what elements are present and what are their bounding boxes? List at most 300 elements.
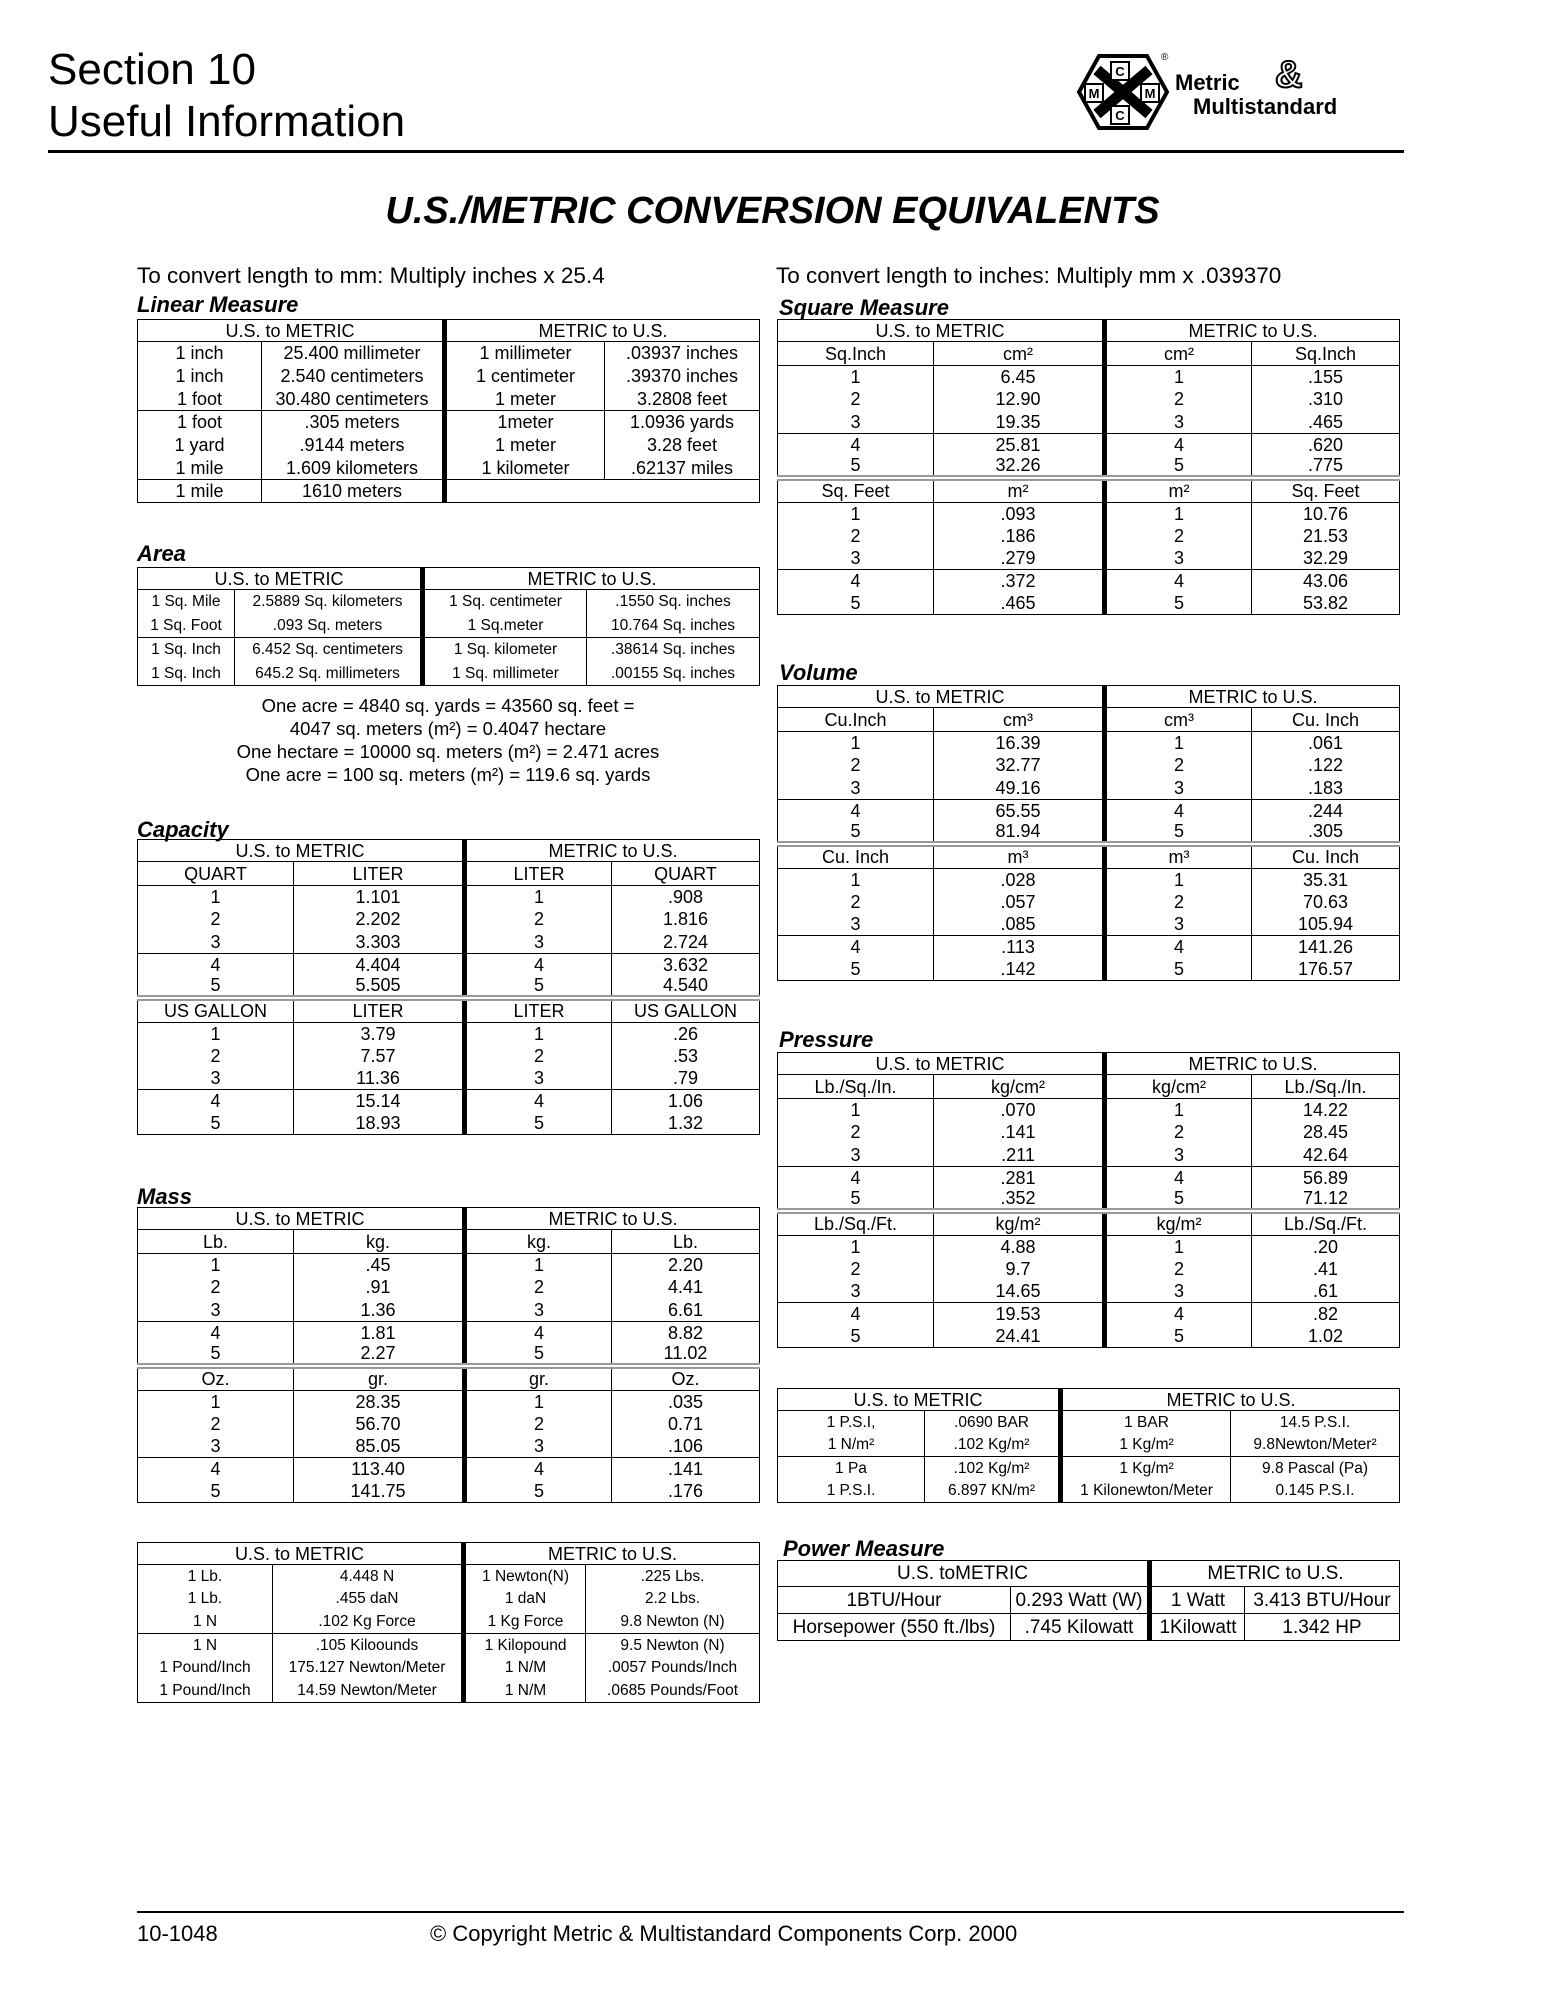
cell: 49.16 [995,777,1041,798]
cell: 1 [1105,502,1252,525]
cell: 11.02 [663,1343,708,1364]
table-row [138,1045,760,1068]
cell: .20 [1313,1236,1339,1257]
cell: 1 foot [138,388,262,411]
cell: .305 [1308,821,1344,842]
cell: 1 N [138,1634,273,1657]
cell: .0690 BAR [925,1411,1061,1434]
group-header: U.S. to METRIC [138,1543,464,1565]
table-row [778,366,1400,389]
cell: 14.5 P.S.I. [1279,1413,1351,1431]
cell: 1 BAR [1061,1411,1231,1434]
cell: 3.632 [612,953,760,976]
power-measure-table [777,1560,1400,1641]
column-header: Lb. [612,1230,760,1254]
cell: .82 [1252,1303,1400,1326]
cell: 9.8 Pascal (Pa) [1231,1457,1400,1480]
copyright-notice: © Copyright Metric & Multistandard Components Corp. 2000 [430,1921,1018,1946]
cell: 1.02 [1308,1326,1344,1346]
cell: 2 [465,908,612,931]
cell: .061 [1308,733,1344,753]
table-row [778,799,1400,822]
cell: 14.22 [1303,1100,1349,1120]
column-header: gr. [294,1366,465,1390]
cell: 1 Sq. Mile [138,590,235,614]
cell: 24.41 [995,1326,1041,1346]
cell: .53 [673,1045,699,1066]
column-header: Lb. [138,1230,294,1254]
cell: 11.36 [356,1068,400,1088]
cell: 1 inch [138,365,262,388]
group-header: U.S. to METRIC [778,1389,1061,1411]
table-row [778,732,1400,755]
cell: 4 [138,1090,294,1113]
cell: 2 [778,388,934,411]
cell: 0.145 P.S.I. [1275,1482,1355,1499]
cell: 3 [138,1067,294,1090]
table-row [138,953,760,976]
table-row [778,1587,1400,1614]
table-row [138,1390,760,1413]
column-header: m³ [1105,844,1252,868]
cell: .9144 meters [262,434,445,457]
column-header: US GALLON [612,998,760,1022]
cell: .142 [1000,959,1036,979]
table-row [138,365,760,388]
cell: 3 [138,1435,294,1458]
cell: .79 [673,1068,699,1088]
table-row [778,1411,1400,1434]
area-heading: Area [137,541,186,566]
cell: 1meter [445,411,605,434]
table-row [138,1344,760,1367]
column-header: kg/m² [934,1211,1105,1235]
cell: 1 Sq. kilometer [423,638,587,662]
column-header: Lb./Sq./Ft. [1252,1211,1400,1235]
cell: 1 [465,1254,612,1277]
cell: 4 [778,570,934,593]
cell: 4 [778,1303,934,1326]
cell: .775 [1308,455,1344,476]
table-row [138,342,760,365]
cell: 85.05 [355,1436,401,1456]
cell: 15.14 [294,1090,465,1113]
cell: 1 Sq. millimeter [423,662,587,686]
table-row [778,1480,1400,1503]
column-header: Lb./Sq./Ft. [778,1211,934,1235]
cell: 5 [465,1344,612,1367]
cell: 1.609 kilometers [262,457,445,480]
cell: 4 [778,1166,934,1189]
cell: 1 Sq.meter [423,614,587,638]
cell: 5 [138,1112,294,1135]
cell: 1 [1105,366,1252,389]
cell: 10.764 Sq. inches [610,616,736,634]
table-row [778,936,1400,959]
table-row [138,1321,760,1344]
cell: 4 [138,1321,294,1344]
column-header: QUART [138,862,294,886]
cell: 4 [465,953,612,976]
cell: 9.7 [1005,1258,1031,1279]
table-row [138,1680,760,1703]
table-row [778,456,1400,479]
group-header: METRIC to U.S. [1105,686,1400,708]
cell: 5 [778,958,934,981]
column-header: kg. [465,1230,612,1254]
cell: 1 [778,1235,934,1258]
cell: 1 Kg/m² [1061,1434,1231,1457]
cell: 2 [778,525,934,548]
column-header: Lb./Sq./In. [1252,1075,1400,1099]
cell: 5 [138,976,294,999]
cell: 18.93 [355,1113,401,1133]
cell: 2 [465,1413,612,1436]
cell: 4 [465,1090,612,1113]
cell: 14.59 Newton/Meter [273,1680,464,1703]
page-number: 10-1048 [137,1921,218,1946]
cell: 1 meter [445,434,605,457]
table-row [138,1413,760,1436]
cell: 5 [138,1480,294,1503]
column-header: m³ [934,844,1105,868]
logo-letter: C [1115,108,1125,123]
cell: .0057 Pounds/Inch [607,1659,738,1677]
cell: 1 Pound/Inch [138,1680,273,1703]
table-row [778,502,1400,525]
logo-text-metric: Metric [1175,70,1240,95]
cell: 5 [465,1112,612,1135]
cell: 25.81 [934,433,1105,456]
square-measure-table [777,319,1400,615]
cell: 6.452 Sq. centimeters [235,638,423,662]
cell: 1 [1105,732,1252,755]
cell: 2.202 [355,909,401,930]
cell: 5 [778,592,934,615]
cell: 1 Kg/m² [1061,1457,1231,1480]
table-row [138,1435,760,1458]
cell: .113 [934,936,1105,959]
cell: 71.12 [1303,1188,1349,1209]
group-header: U.S. to METRIC [778,320,1105,342]
column-header: cm² [934,342,1105,366]
cell: 5 [1105,592,1252,615]
table-row [138,638,760,662]
cell [445,480,760,503]
cell: 2 [1105,891,1252,914]
cell: 2 [1105,1258,1252,1281]
cell: 1 daN [464,1588,586,1611]
table-row [138,1657,760,1680]
cell: 6.45 [1000,367,1036,387]
cell: 113.40 [294,1458,465,1481]
group-header: METRIC to U.S. [445,320,760,342]
table-row [778,1099,1400,1122]
cell: .352 [1000,1188,1036,1209]
cell: 1 mile [138,480,262,503]
group-header: METRIC to U.S. [465,840,760,862]
cell: 2 [1105,754,1252,777]
cell: .00155 Sq. inches [610,664,736,682]
cell: 1 Watt [1150,1587,1245,1614]
cell: .122 [1308,755,1344,776]
table-row [778,570,1400,593]
force-table [137,1542,760,1703]
cell: 81.94 [995,821,1041,842]
cell: 10.76 [1303,503,1349,524]
cell: 3 [465,1435,612,1458]
table-row [138,1112,760,1135]
cell: 21.53 [1303,525,1349,546]
group-header: METRIC to U.S. [1105,320,1400,342]
square-measure-heading: Square Measure [779,295,949,320]
column-header: cm² [1105,342,1252,366]
cell: 53.82 [1303,593,1349,613]
cell: 3 [138,1299,294,1322]
area-note: One hectare = 10000 sq. meters (m²) = 2.471 acres [236,741,660,762]
group-header: METRIC to U.S. [1150,1561,1400,1587]
cell: .057 [1000,891,1036,912]
cell: .0685 Pounds/Foot [607,1682,739,1699]
table-row [778,411,1400,434]
group-header: METRIC to U.S. [465,1208,760,1230]
cell: 12.90 [995,389,1041,410]
cell: 1 [465,1390,612,1413]
column-header: gr. [465,1366,612,1390]
cell: 5 [778,456,934,479]
cell: 4 [1105,799,1252,822]
cell: .186 [1000,525,1036,546]
cell: 4 [1105,570,1252,593]
section-number: Section 10 [48,45,256,94]
cell: 1 Sq. Foot [138,614,235,638]
column-header: cm³ [1105,708,1252,732]
cell: 5 [1105,958,1252,981]
table-row [138,434,760,457]
cell: 1 mile [138,457,262,480]
section-subtitle: Useful Information [48,97,406,146]
column-header: Sq.Inch [1252,342,1400,366]
table-row [138,1480,760,1503]
cell: 1.06 [612,1090,760,1113]
logo-letter: M [1088,86,1100,101]
cell: 32.26 [995,455,1041,476]
cell: .279 [1000,548,1036,568]
table-row [778,1189,1400,1212]
table-row [138,1254,760,1277]
cell: 3 [778,1144,934,1167]
column-header: cm³ [934,708,1105,732]
mass-table [137,1207,760,1503]
table-row [778,525,1400,548]
cell: .093 [1000,503,1036,524]
table-row [778,1166,1400,1189]
cell: 2.27 [360,1343,396,1364]
logo-letter: M [1144,86,1156,101]
cell: 1 [138,1390,294,1413]
page-title: U.S./METRIC CONVERSION EQUIVALENTS [385,190,1160,232]
cell: .155 [1308,367,1344,387]
cell: 1.816 [663,909,709,930]
cell: 2.540 centimeters [262,365,445,388]
cell: 1 yard [138,434,262,457]
cell: 4 [138,1458,294,1481]
column-header: Lb./Sq./In. [778,1075,934,1099]
linear-measure-heading: Linear Measure [137,292,299,317]
column-header: kg/m² [1105,1211,1252,1235]
cell: 19.35 [995,411,1041,432]
cell: .035 [668,1391,704,1412]
cell: 175.127 Newton/Meter [273,1657,464,1680]
cell: .41 [1313,1258,1339,1279]
cell: 5 [778,1325,934,1348]
column-header: LITER [465,998,612,1022]
table-row [778,1457,1400,1480]
cell: 5 [778,1189,934,1212]
column-header: LITER [294,862,465,886]
cell: 3 [1105,1144,1252,1167]
cell: 4.88 [1000,1236,1036,1257]
cell: 2 [778,754,934,777]
cell: 4 [138,953,294,976]
cell: 2 [465,1045,612,1068]
table-row [778,1235,1400,1258]
table-row [138,908,760,931]
cell: .62137 miles [630,457,734,478]
table-row [778,822,1400,845]
cell: 5 [1105,1189,1252,1212]
cell: 1 N/M [464,1657,586,1680]
table-row [138,480,760,503]
cell: 1 [138,1022,294,1045]
cell: 1 [778,366,934,389]
cell: 1 Kg Force [464,1611,586,1634]
area-note: One acre = 4840 sq. yards = 43560 sq. feet = [261,695,635,716]
cell: 1 N/M [464,1680,586,1703]
cell: 2 [138,1045,294,1068]
cell: 1 Kilonewton/Meter [1061,1480,1231,1503]
intro-left: To convert length to mm: Multiply inches x 25.4 [137,263,605,288]
cell: 176.57 [1297,959,1354,979]
cell: 1 [465,886,612,909]
group-header: METRIC to U.S. [423,568,760,590]
cell: 2.2 Lbs. [644,1590,701,1608]
cell: 1 [778,502,934,525]
cell: 2.5889 Sq. kilometers [235,590,423,614]
cell: 1 [778,732,934,755]
pressure-table [777,1052,1400,1348]
table-row [778,891,1400,914]
cell: 6.897 KN/m² [925,1480,1061,1503]
cell: 4.41 [668,1277,704,1298]
mcm-wrench-logo-icon [1075,52,1171,132]
cell: 3.28 feet [646,435,718,455]
table-row [138,1276,760,1299]
cell: .093 Sq. meters [235,614,423,638]
cell: 2 [778,1121,934,1144]
cell: .225 Lbs. [640,1567,705,1585]
cell: 5 [1105,822,1252,845]
cell: 4 [778,799,934,822]
cell: 105.94 [1297,914,1354,934]
column-header: Sq. Feet [778,478,934,502]
group-header: U.S. to METRIC [138,1208,465,1230]
cell: .45 [365,1255,391,1275]
logo-text-multistandard: Multistandard [1193,94,1338,119]
cell: 42.64 [1303,1144,1349,1165]
column-header: Oz. [138,1366,294,1390]
cell: 1 kilometer [445,457,605,480]
cell: 3.2808 feet [636,388,728,409]
cell: 1 millimeter [445,342,605,365]
cell: 70.63 [1303,891,1349,912]
cell: 32.29 [1303,548,1349,568]
cell: 7.57 [360,1045,396,1066]
cell: 65.55 [934,799,1105,822]
cell: 28.35 [355,1391,401,1412]
area-table [137,567,760,686]
area-note: 4047 sq. meters (m²) = 0.4047 hectare [289,718,607,739]
cell: 3 [1105,777,1252,800]
cell: .070 [1000,1100,1036,1120]
cell: 3 [1105,411,1252,434]
table-row [138,411,760,434]
cell: 645.2 Sq. millimeters [235,662,423,686]
cell: 3.79 [360,1023,396,1044]
cell: 2 [778,891,934,914]
cell: 3 [778,411,934,434]
cell: 4 [465,1321,612,1344]
capacity-heading: Capacity [137,817,229,842]
cell: .141 [1000,1122,1036,1143]
cell: .1550 Sq. inches [615,593,731,610]
cell: .085 [1000,914,1036,934]
cell: 9.5 Newton (N) [586,1634,760,1657]
cell: 4 [1105,936,1252,959]
cell: 1 Kilopound [464,1634,586,1657]
cell: 4 [1105,1303,1252,1326]
column-header: kg/cm² [1105,1075,1252,1099]
group-header: METRIC to U.S. [1105,1053,1400,1075]
table-row [138,662,760,686]
cell: 3 [778,913,934,936]
cell: 1.36 [360,1299,396,1320]
cell: 2 [138,1413,294,1436]
column-header: kg/cm² [934,1075,1105,1099]
cell: 1.0936 yards [605,411,760,434]
column-header: Sq.Inch [778,342,934,366]
table-row [778,868,1400,891]
cell: 1 Sq. centimeter [423,590,587,614]
cell: 16.39 [995,733,1041,753]
cell: 2 [1105,388,1252,411]
column-header: QUART [612,862,760,886]
cell: .908 [668,887,704,907]
cell: .455 daN [273,1588,464,1611]
column-header: Sq. Feet [1252,478,1400,502]
cell: 2 [465,1276,612,1299]
cell: .39370 inches [625,366,739,386]
cell: .281 [934,1166,1105,1189]
table-row [138,1565,760,1588]
cell: 4.540 [663,975,709,996]
table-row [778,754,1400,777]
cell: 0.71 [668,1413,704,1434]
cell: 3 [778,777,934,800]
cell: 1.342 HP [1245,1614,1400,1641]
cell: Horsepower (550 ft./lbs) [778,1614,1011,1641]
cell: .03937 inches [625,343,739,364]
